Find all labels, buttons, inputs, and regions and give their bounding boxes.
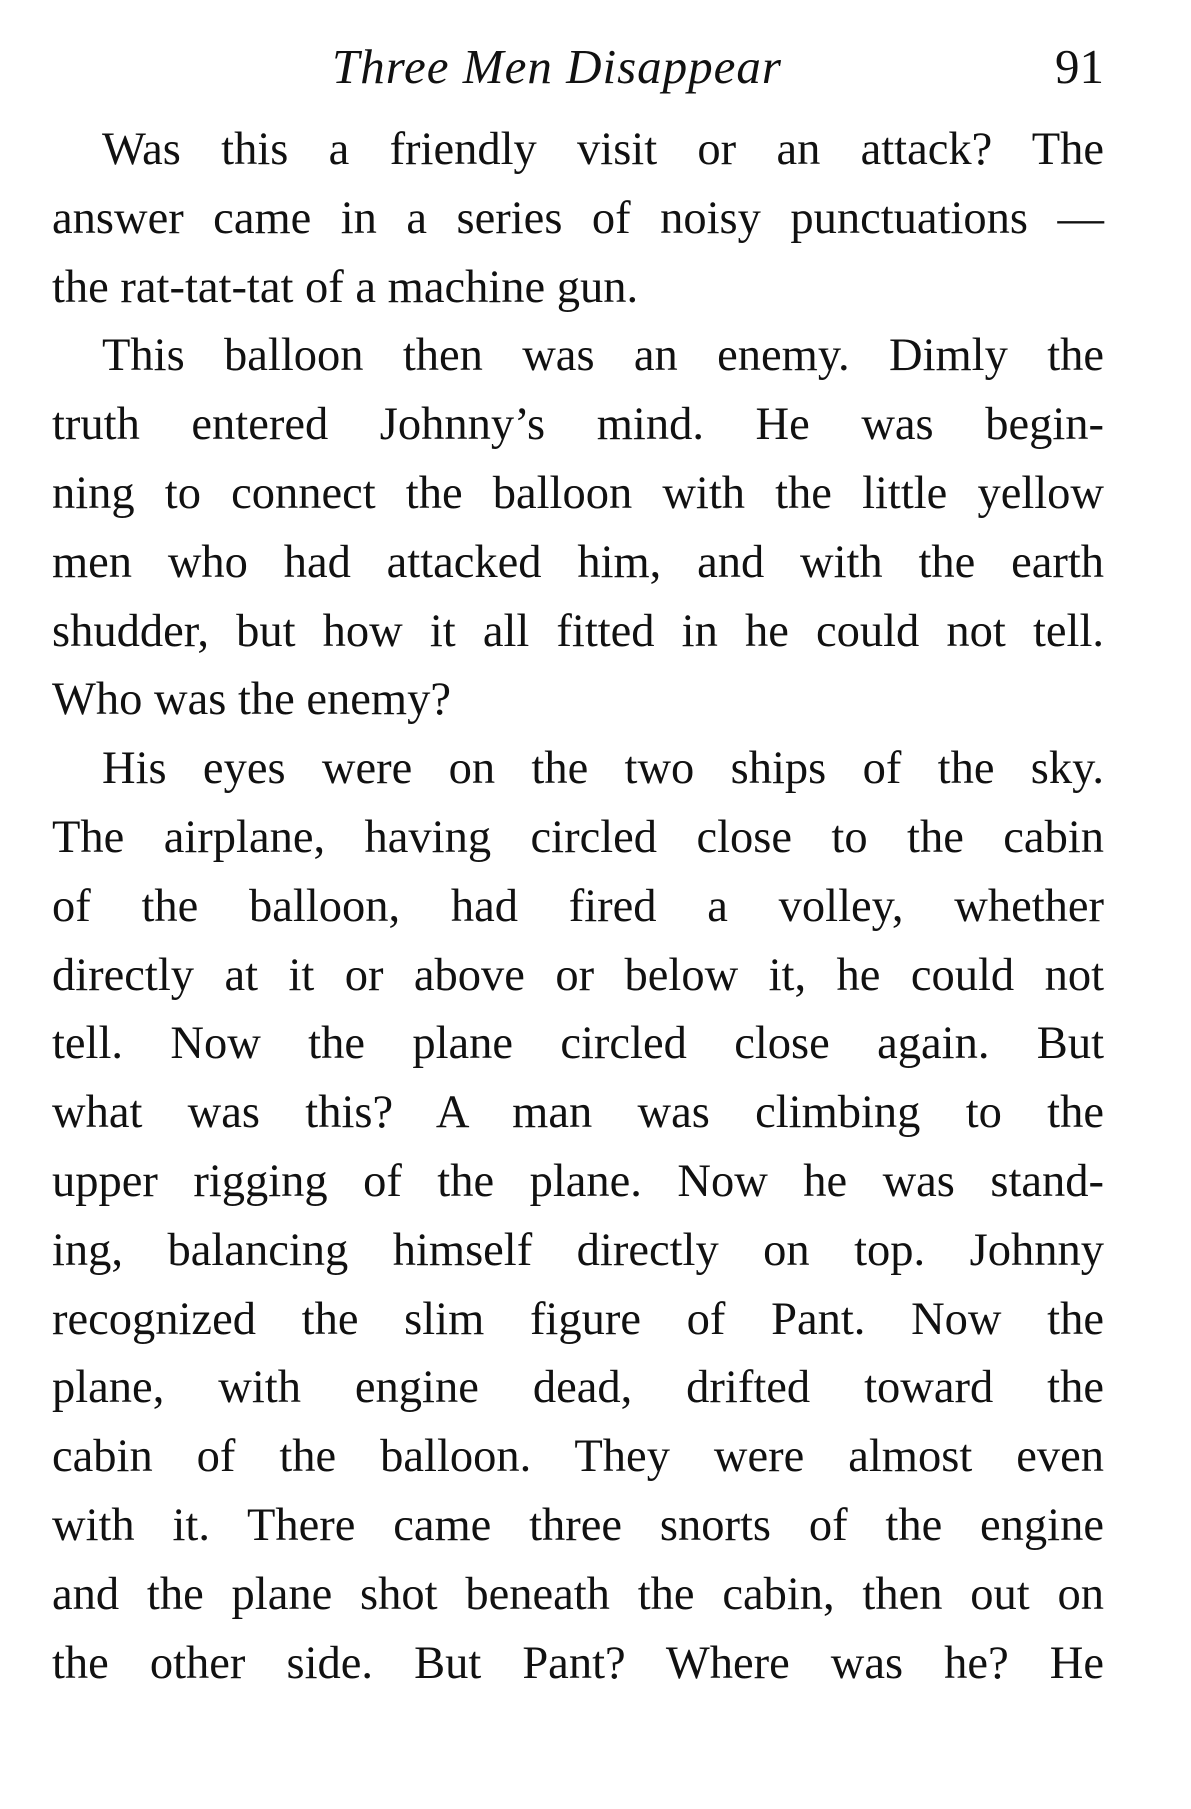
text-line: truth entered Johnny’s mind. He was begin- — [52, 399, 1104, 451]
text-line: what was this? A man was climbing to the — [52, 1087, 1104, 1139]
text-line: cabin of the balloon. They were almost even — [52, 1431, 1104, 1483]
text-line: ing, balancing himself directly on top. Johnny — [52, 1224, 1104, 1276]
text-line: and the plane shot beneath the cabin, then out on — [52, 1568, 1104, 1620]
page-header — [52, 38, 1104, 108]
text-line: the other side. But Pant? Where was he? He — [52, 1637, 1104, 1689]
text-line: the rat-tat-tat of a machine gun. — [52, 261, 639, 313]
body-text — [52, 116, 1104, 1698]
text-line: with it. There came three snorts of the engine — [52, 1499, 1104, 1551]
text-line: answer came in a series of noisy punctuations — — [52, 192, 1104, 244]
text-line: plane, with engine dead, drifted toward the — [52, 1362, 1104, 1414]
text-line: shudder, but how it all fitted in he could not tell. — [52, 605, 1104, 657]
text-line: men who had attacked him, and with the earth — [52, 536, 1104, 588]
running-title: Three Men Disappear — [332, 39, 782, 94]
text-line: upper rigging of the plane. Now he was stand- — [52, 1155, 1104, 1207]
text-line: recognized the slim figure of Pant. Now the — [52, 1293, 1104, 1345]
page-number: 91 — [1055, 39, 1104, 94]
text-line: of the balloon, had fired a volley, whether — [52, 880, 1104, 932]
text-line: directly at it or above or below it, he could not — [52, 949, 1104, 1001]
text-line: This balloon then was an enemy. Dimly the — [102, 330, 1104, 382]
text-line: His eyes were on the two ships of the sky. — [102, 743, 1104, 795]
text-line: tell. Now the plane circled close again. But — [52, 1018, 1104, 1070]
text-line: The airplane, having circled close to the cabin — [52, 811, 1104, 863]
text-line: ning to connect the balloon with the little yellow — [52, 467, 1104, 519]
text-line: Who was the enemy? — [52, 674, 451, 726]
text-line: Was this a friendly visit or an attack? The — [102, 124, 1104, 175]
